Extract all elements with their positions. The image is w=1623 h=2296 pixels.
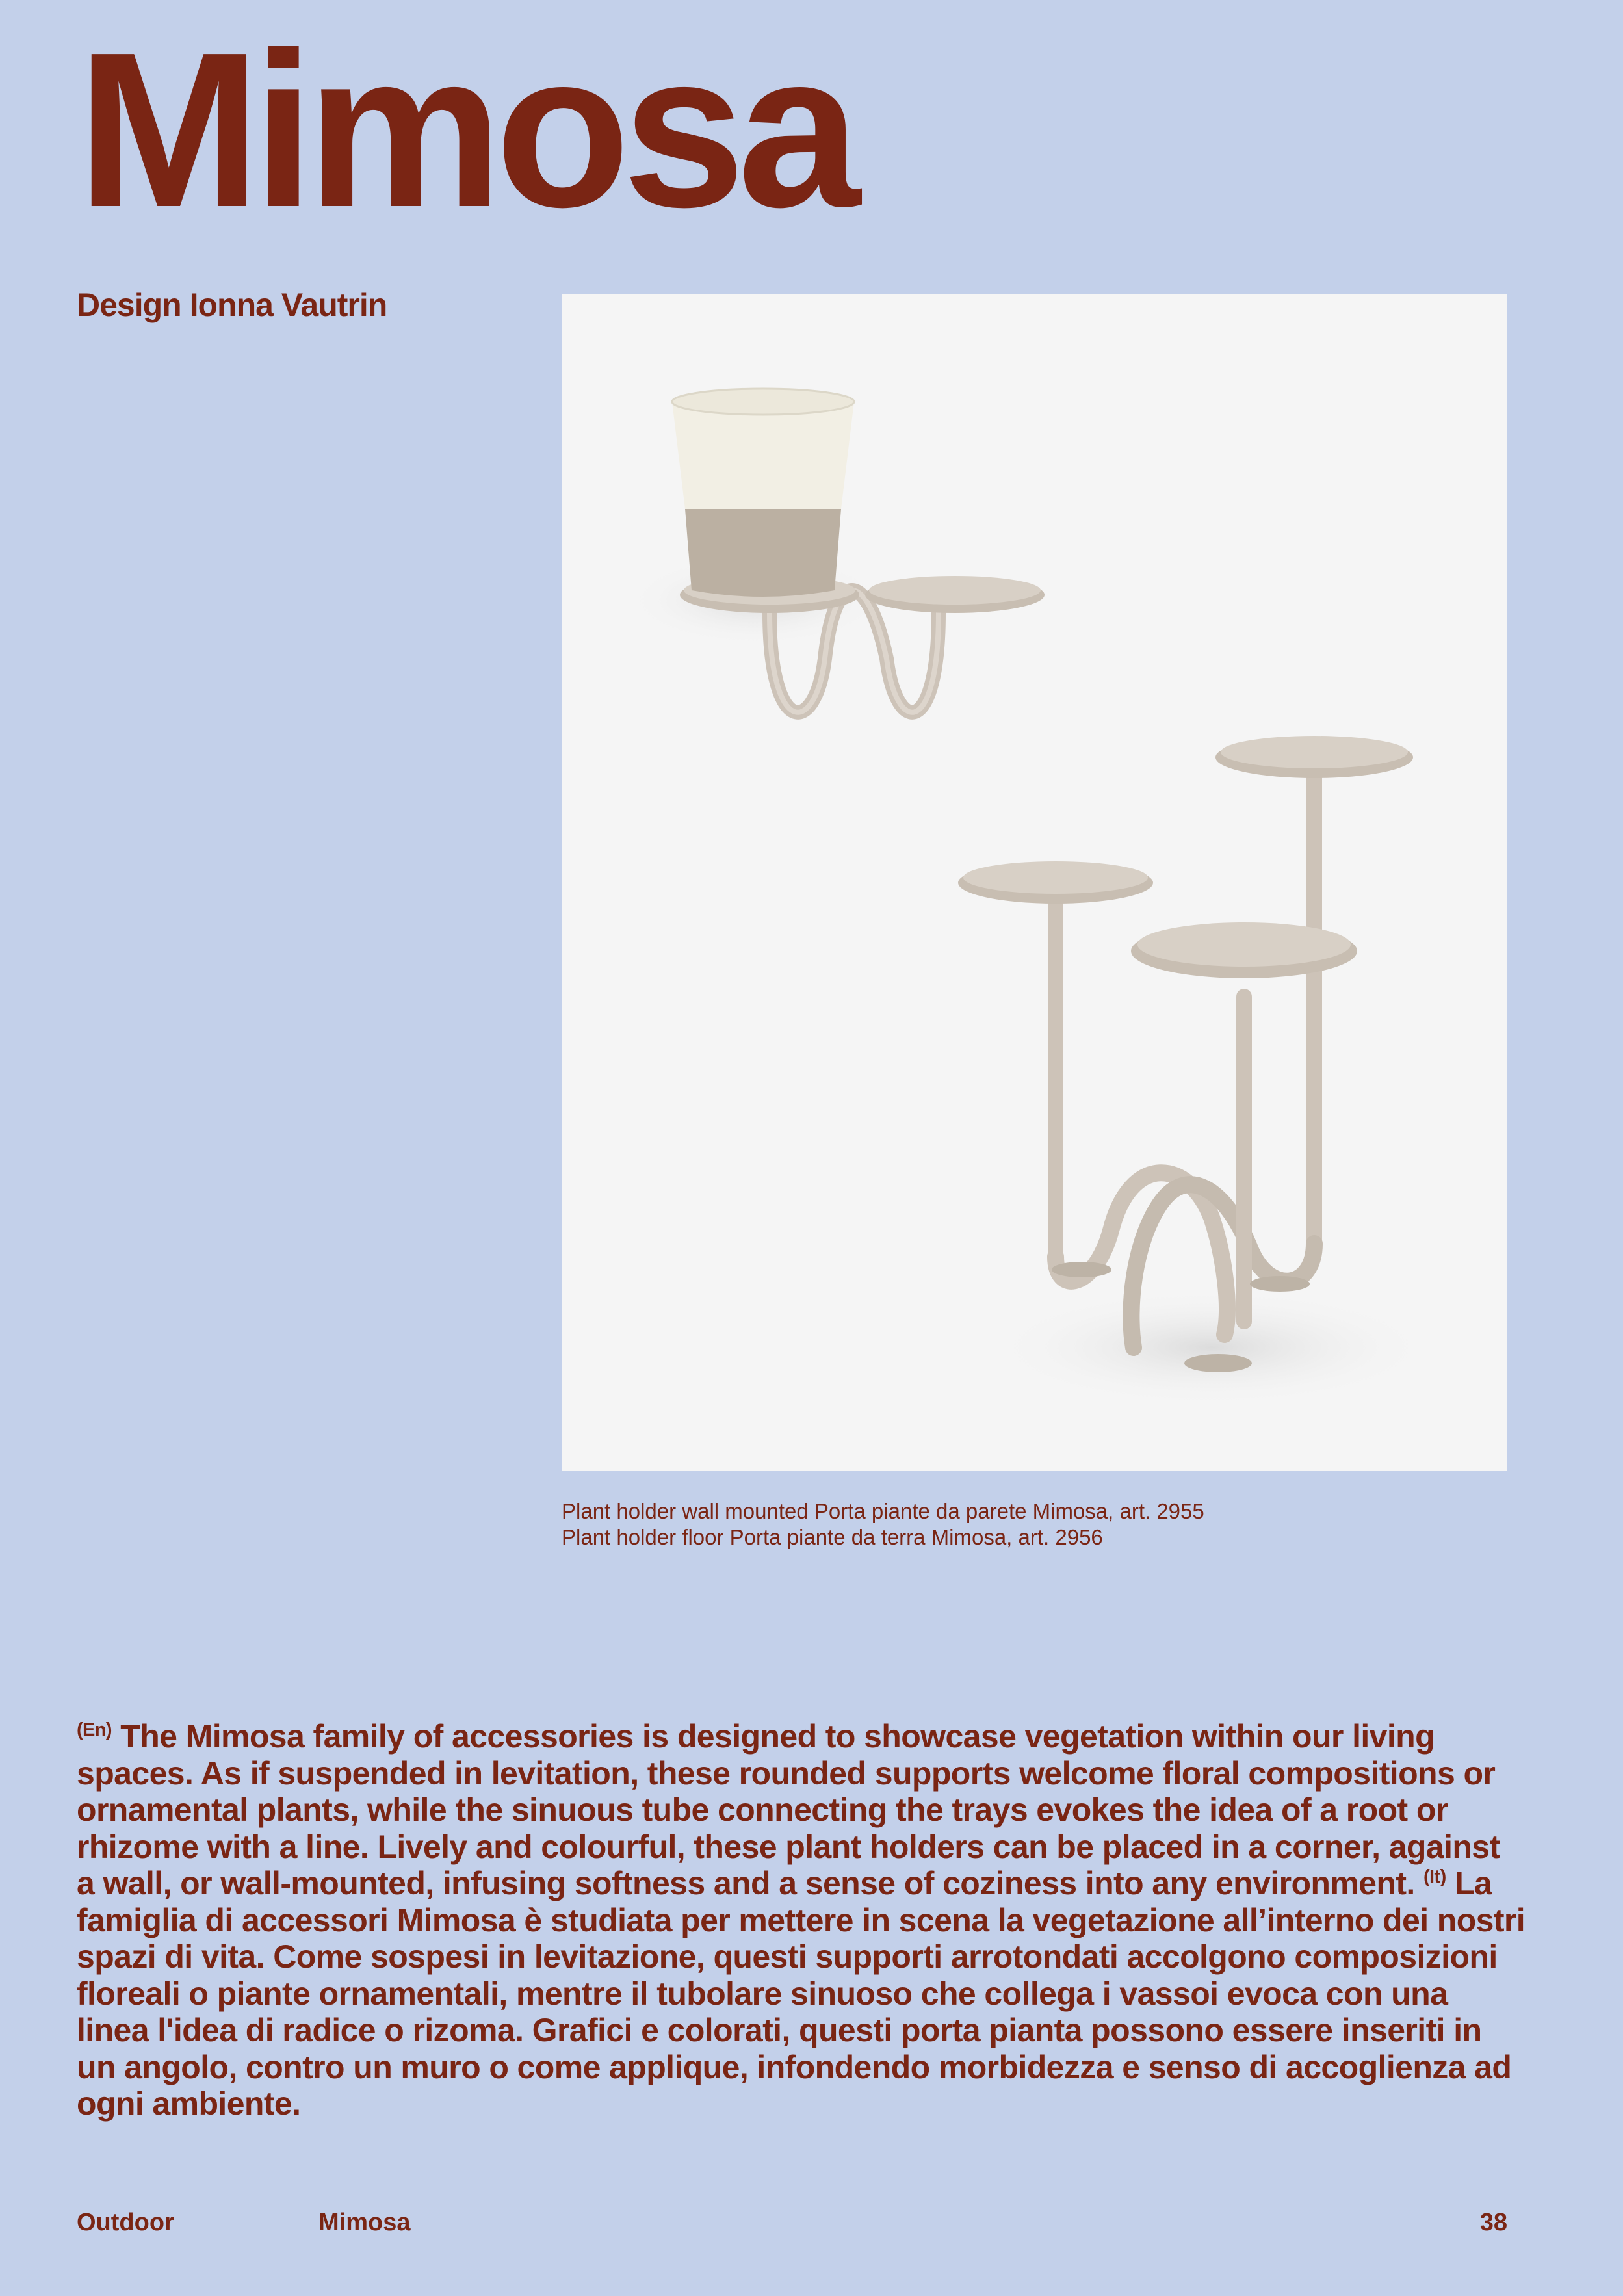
page-number: 38 [1479, 2209, 1507, 2236]
caption-line-floor: Plant holder floor Porta piante da terra Mimosa, art. 2956 [562, 1525, 1103, 1549]
footer-product: Mimosa [318, 2209, 411, 2236]
designer-credit: Design Ionna Vautrin [77, 287, 387, 323]
floor-holder [958, 736, 1433, 1406]
italian-description: La famiglia di accessori Mimosa è studiata per mettere in scena la vegetazione all’interno dei nostri spazi di vita. Come sospesi in levitazione, questi supporti arrotondati accolgono composizioni floreali o piante ornamentali, mentre il tubolare sinuoso che collega i vassoi evoca con una linea l'idea di radice o rizoma. Grafici e colorati, questi porta pianta possono essere inseriti in un angolo, contro un muro o come applique, infondendo morbidezza e senso di accoglienza ad ogni ambiente. [77, 1865, 1526, 2122]
italian-tag: (It) [1423, 1866, 1446, 1887]
photo-caption [562, 1498, 1204, 1550]
wall-mounted-holder [627, 389, 1045, 712]
page-title: Mimosa [77, 7, 853, 254]
plant-holders-illustration [562, 294, 1507, 1471]
english-tag: (En) [77, 1719, 112, 1740]
english-description: The Mimosa family of accessories is designed to showcase vegetation within our living spaces. As if suspended in levitation, these rounded supports welcome floral compositions or ornamental plants, while the sinuous tube connecting the trays evokes the idea of a root or rhizome with a line. Lively and colourful, these plant holders can be placed in a corner, against a wall, or wall-mounted, infusing softness and a sense of coziness into any environment. [77, 1718, 1500, 1901]
description-text [77, 1718, 1526, 2122]
caption-line-wall: Plant holder wall mounted Porta piante da parete Mimosa, art. 2955 [562, 1499, 1204, 1523]
product-photo [562, 294, 1507, 1471]
footer-section: Outdoor [77, 2209, 174, 2236]
